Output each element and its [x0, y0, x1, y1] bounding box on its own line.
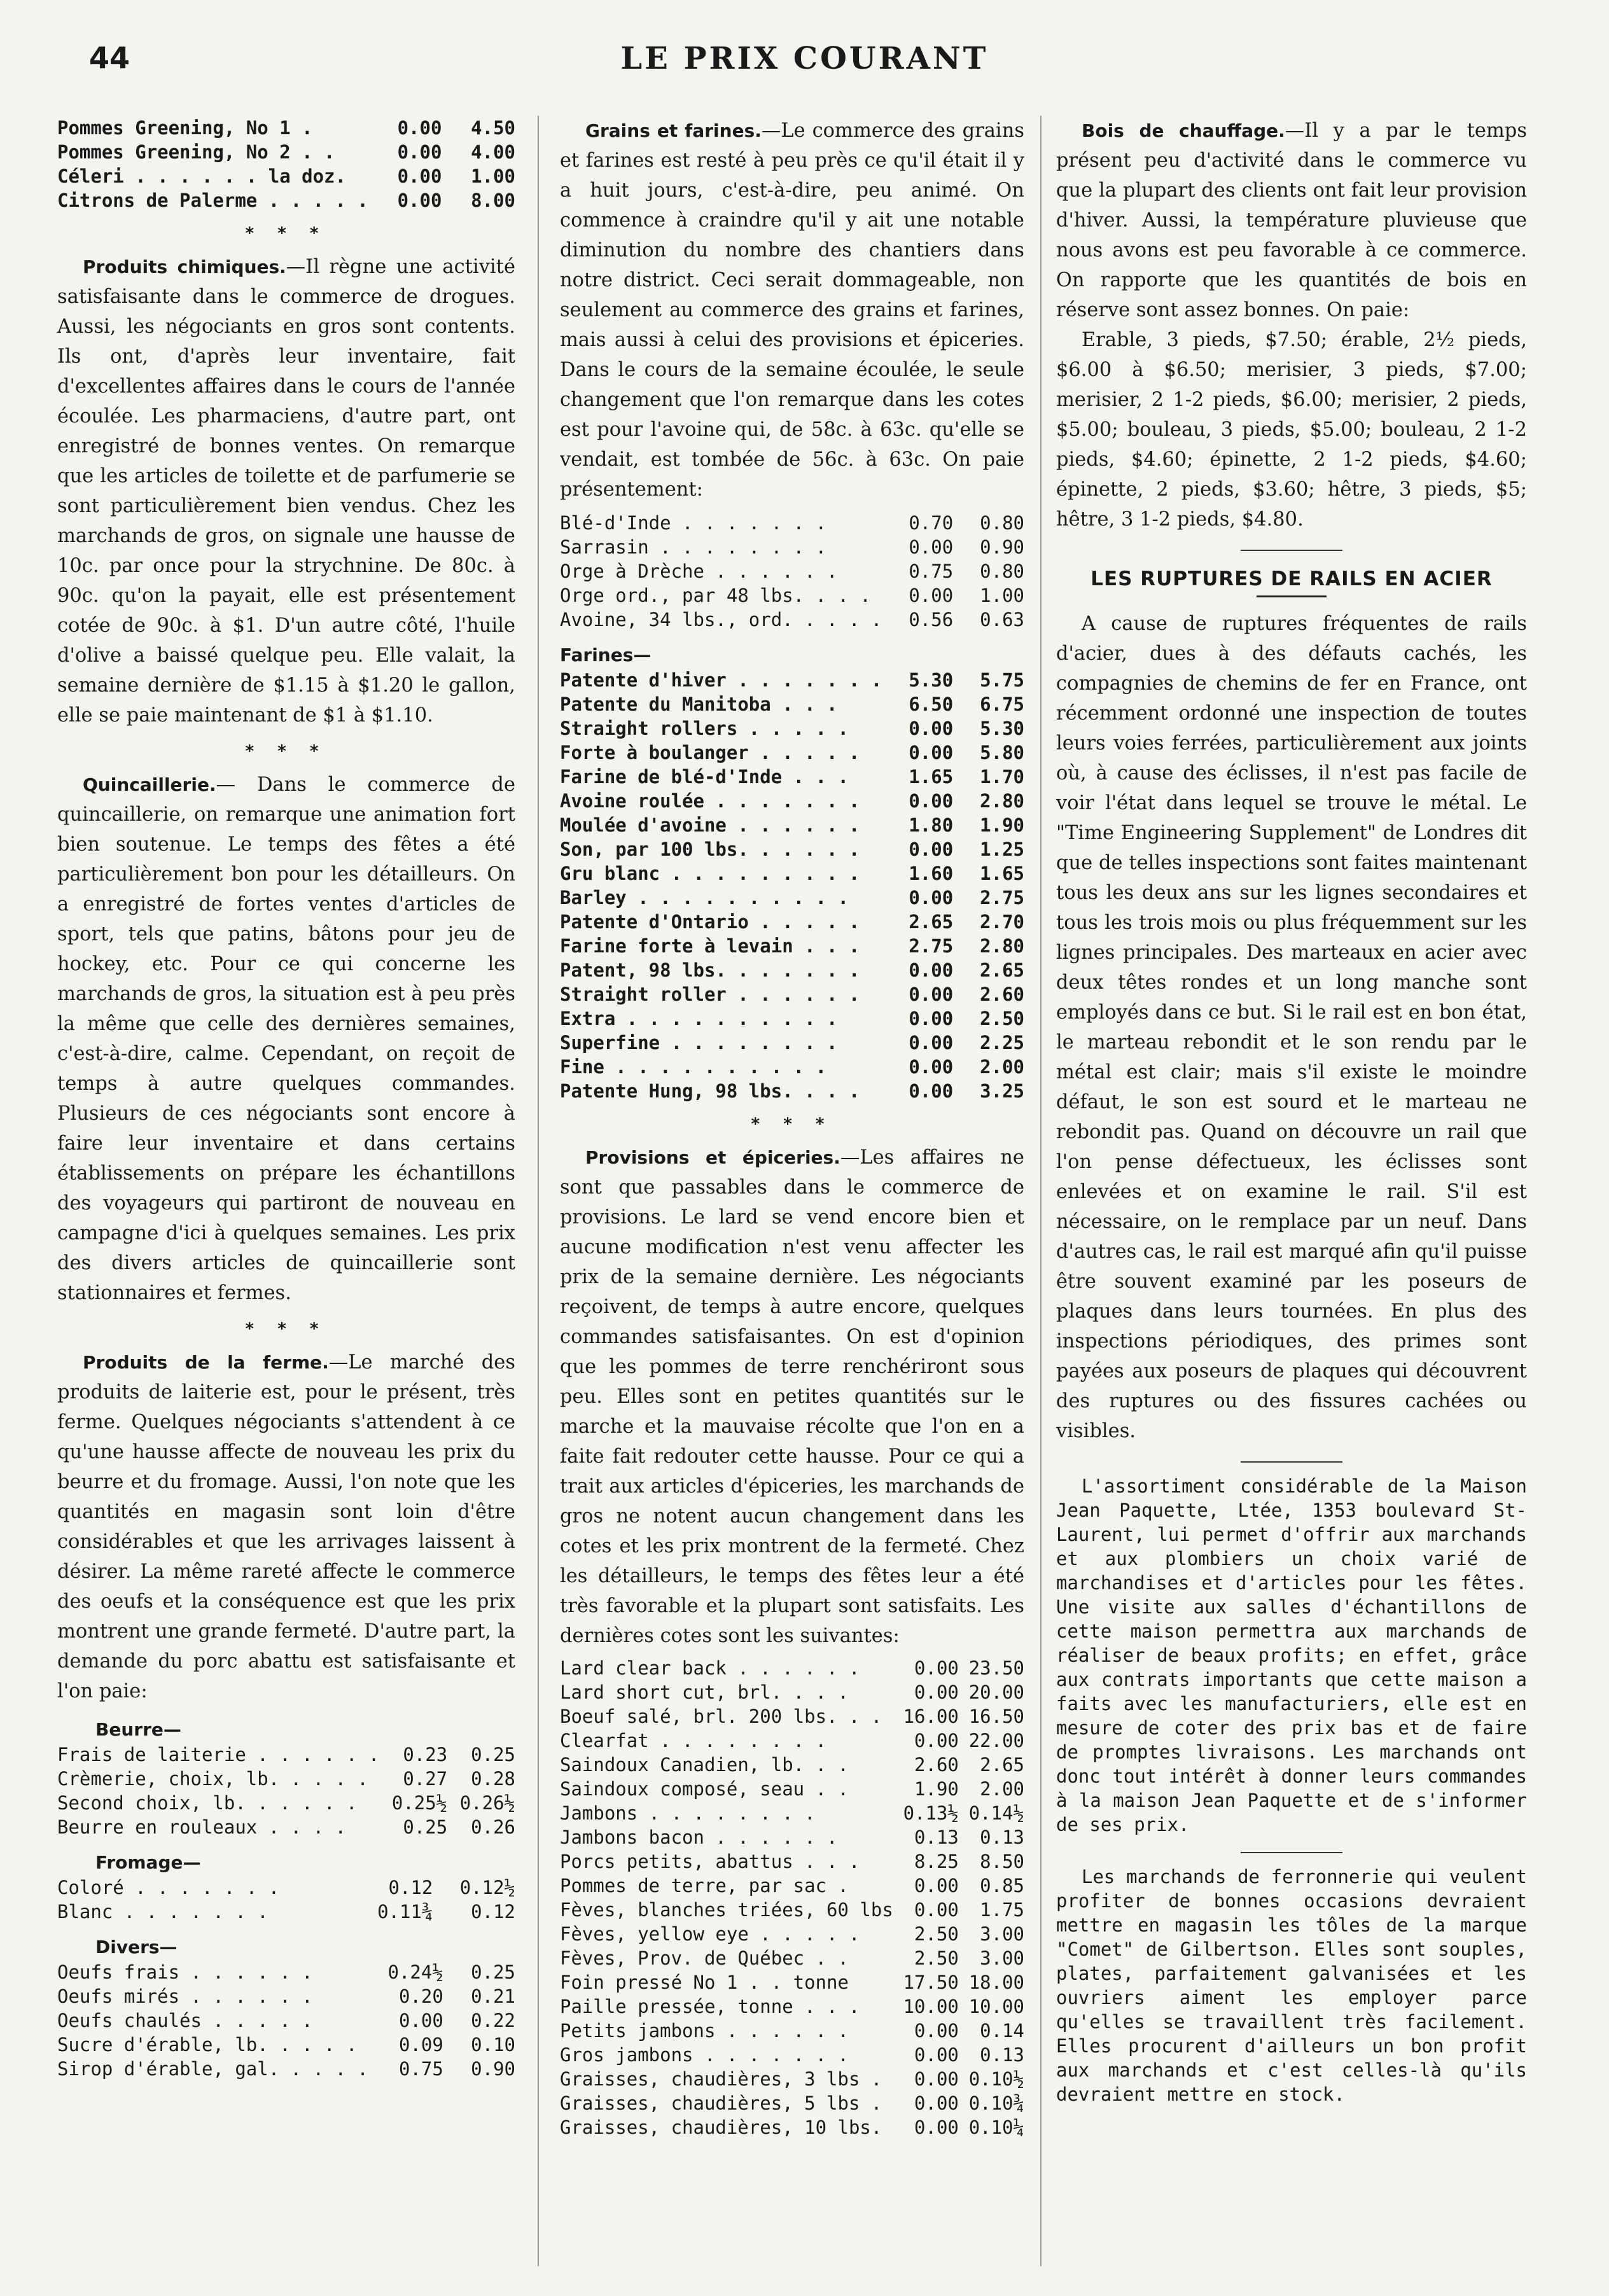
- item-name: Pommes Greening, No 2 . .: [57, 141, 335, 163]
- price-low: 0.25: [403, 1816, 448, 1838]
- quincaillerie-article: [57, 770, 515, 1308]
- fromage-price-rows: [57, 1875, 515, 1924]
- price-row: [560, 1946, 1024, 1970]
- price-row: [57, 116, 515, 140]
- price-low: 2.75: [909, 935, 954, 957]
- item-name: Jambons bacon . . . . . .: [560, 1826, 838, 1848]
- item-name: Extra . . . . . . . . . .: [560, 1008, 838, 1029]
- price-high: 0.63: [980, 609, 1024, 630]
- journal-title: LE PRIX COURANT: [620, 41, 989, 76]
- price-high: 0.10¼: [968, 2117, 1024, 2138]
- price-high: 0.25: [471, 1744, 515, 1765]
- price-low: 0.00: [914, 1875, 959, 1896]
- price-row: [560, 837, 1024, 861]
- price-high: 22.00: [968, 1730, 1024, 1751]
- fromage-subheading: Fromage—: [95, 1852, 201, 1873]
- price-high: 2.65: [980, 959, 1024, 981]
- price-high: 0.26: [471, 1816, 515, 1838]
- price-high: 0.14: [980, 2020, 1024, 2042]
- price-low: 0.27: [403, 1768, 448, 1790]
- price-low: 0.00: [909, 1032, 954, 1054]
- price-low: 16.00: [903, 1706, 959, 1727]
- item-name: Boeuf salé, brl. 200 lbs. . .: [560, 1706, 882, 1727]
- price-high: 1.75: [980, 1899, 1024, 1921]
- item-name: Porcs petits, abattus . . .: [560, 1851, 860, 1872]
- price-low: 0.00: [397, 190, 442, 211]
- price-row: [560, 1680, 1024, 1704]
- price-row: [560, 1825, 1024, 1849]
- price-low: 0.00: [914, 2068, 959, 2090]
- item-name: Son, par 100 lbs. . . . . .: [560, 838, 860, 860]
- price-low: 0.13: [914, 1826, 959, 1848]
- item-name: Saindoux composé, seau . .: [560, 1778, 849, 1800]
- price-high: 5.75: [980, 669, 1024, 691]
- item-name: Pommes Greening, No 1 .: [57, 117, 313, 139]
- item-name: Blé-d'Inde . . . . . . .: [560, 512, 827, 534]
- price-low: 0.13½: [903, 1802, 959, 1824]
- item-name: Second choix, lb. . . . . .: [57, 1792, 358, 1814]
- price-low: 0.75: [909, 560, 954, 582]
- price-high: 18.00: [968, 1972, 1024, 1993]
- provisions-article: [560, 1143, 1024, 1651]
- price-row: [560, 1656, 1024, 1680]
- item-name: Lard short cut, brl. . . .: [560, 1681, 849, 1703]
- price-row: [560, 1704, 1024, 1729]
- price-high: 3.00: [980, 1923, 1024, 1945]
- farines-subheading: Farines—: [560, 644, 651, 665]
- price-high: 0.13: [980, 1826, 1024, 1848]
- item-name: Patente d'hiver . . . . . . .: [560, 669, 882, 691]
- item-name: Saindoux Canadien, lb. . .: [560, 1754, 849, 1776]
- paquette-notice: L'assortiment considérable de la Maison Jean Paquette, Ltée, 1353 boulevard St-Laurent, lui permet d'offrir aux marchands et aux plombiers un choix varié de marchandises et d'articles pour les fêtes. Une visite aux salles d'échantillons de cette maison permettra aux marchands de réaliser de beaux profits; en effet, grâce aux contrats importants que cette maison a faits avec les manufacturiers, elle est en mesure de coter des prix bas et de faire de promptes livraisons. Les marchands ont donc tout intérêt à donner leurs commandes à la maison Jean Paquette et de s'informer de ses prix.: [1056, 1475, 1527, 1835]
- ferme-text: —Le marché des produits de laiterie est, pour le présent, très ferme. Quelques négociants s'attendent à ce qu'une hausse affecte de nouveau les prix du beurre et du fromage. Aussi, l'on note que les quantités en magasin sont loin d'être considérables et que les arrivages laissent à désirer. La même rareté affecte le commerce des oeufs et la conséquence est que les prix montrent une grande fermeté. D'autre part, la demande du porc abattu est satisfaisante et l'on paie:: [57, 1351, 515, 1702]
- price-low: 0.00: [398, 2010, 443, 2031]
- price-high: 8.00: [471, 190, 515, 211]
- price-row: [560, 2115, 1024, 2139]
- chimiques-text: —Il règne une activité satisfaisante dans le commerce de drogues. Aussi, les négociants en gros sont contents. Ils ont, d'après leur inventaire, fait d'excellentes affaires dans le cours de l'année écoulée. Les pharmaciens, d'autre part, ont enregistré de bonnes ventes. On remarque que les articles de toilette et de parfumerie se sont particulièrement bien vendus. Chez les marchands de gros, on signale une hausse de 10c. par once pour la strychnine. De 80c. à 90c. qu'on la payait, elle est présentement cotée de 90c. à $1. D'un autre côté, l'huile d'olive a baissé quelque peu. Elle valait, la semaine dernière de $1.15 à $1.20 le gallon, elle se paie maintenant de $1 à $1.10.: [57, 256, 515, 727]
- price-low: 0.23: [403, 1744, 448, 1765]
- chimiques-heading: Produits chimiques.: [83, 256, 286, 277]
- item-name: Céleri . . . . . . la doz.: [57, 165, 346, 187]
- bois-article: [1056, 116, 1527, 325]
- price-row: [57, 1875, 515, 1900]
- item-name: Crèmerie, choix, lb. . . . .: [57, 1768, 368, 1790]
- price-row: [57, 164, 515, 188]
- price-row: [560, 559, 1024, 583]
- price-row: [560, 2091, 1024, 2115]
- price-low: 0.00: [397, 117, 442, 139]
- price-low: 0.00: [909, 984, 954, 1005]
- price-low: 0.00: [909, 536, 954, 558]
- item-name: Patente d'Ontario . . . . .: [560, 911, 860, 933]
- item-name: Gru blanc . . . . . . . . .: [560, 863, 860, 884]
- short-divider: [1241, 1852, 1342, 1853]
- price-row: [560, 910, 1024, 934]
- item-name: Farine de blé-d'Inde . . .: [560, 766, 849, 788]
- price-high: 23.50: [968, 1657, 1024, 1679]
- item-name: Pommes de terre, par sac .: [560, 1875, 849, 1896]
- item-name: Paille pressée, tonne . . .: [560, 1996, 860, 2017]
- bois-heading: Bois de chauffage.: [1082, 120, 1285, 141]
- ferme-article: [57, 1347, 515, 1706]
- item-name: Sarrasin . . . . . . . .: [560, 536, 827, 558]
- price-low: 0.70: [909, 512, 954, 534]
- price-low: 10.00: [903, 1996, 959, 2017]
- item-name: Fine . . . . . . . . . .: [560, 1056, 827, 1078]
- grains-price-rows: [560, 511, 1024, 632]
- price-high: 16.50: [968, 1706, 1024, 1727]
- price-row: [560, 1898, 1024, 1922]
- price-high: 0.80: [980, 512, 1024, 534]
- item-name: Oeufs mirés . . . . . .: [57, 1986, 313, 2007]
- price-high: 2.25: [980, 1032, 1024, 1054]
- price-row: [57, 1815, 515, 1839]
- price-low: 0.75: [398, 2058, 443, 2080]
- price-low: 0.00: [909, 718, 954, 739]
- price-high: 6.75: [980, 693, 1024, 715]
- price-high: 0.22: [471, 2010, 515, 2031]
- price-row: [57, 1743, 515, 1767]
- item-name: Graisses, chaudières, 5 lbs .: [560, 2092, 882, 2114]
- price-high: 0.26½: [459, 1792, 515, 1814]
- price-high: 1.00: [471, 165, 515, 187]
- ruptures-title: LES RUPTURES DE RAILS EN ACIER: [1090, 567, 1493, 590]
- price-low: 0.11¾: [377, 1901, 433, 1923]
- price-high: 2.00: [980, 1778, 1024, 1800]
- price-high: 2.80: [980, 790, 1024, 812]
- price-low: 0.00: [914, 1681, 959, 1703]
- price-low: 0.00: [914, 2020, 959, 2042]
- price-row: [57, 1767, 515, 1791]
- provisions-price-table: [560, 1656, 1024, 2139]
- section-separator: * * *: [751, 1115, 833, 1134]
- divers-price-rows: [57, 1960, 515, 2081]
- item-name: Orge ord., par 48 lbs. . . .: [560, 585, 871, 606]
- fruit-price-table: [57, 116, 515, 212]
- price-low: 0.00: [914, 2117, 959, 2138]
- price-high: 20.00: [968, 1681, 1024, 1703]
- price-row: [57, 2057, 515, 2081]
- item-name: Avoine roulée . . . . . . .: [560, 790, 860, 812]
- quincaillerie-text: — Dans le commerce de quincaillerie, on remarque une animation fort bien soutenue. Le temps des fêtes a été particulièrement bon pour les détailleurs. On a enregistré de fortes ventes d'articles de sport, tels que patins, bâtons pour jeu de hockey, etc. Pour ce qui concerne les marchands de gros, la situation est à peu près la même que celle des dernières semaines, c'est-à-dire, calme. Cependant, on reçoit de temps à autre quelques commandes. Plusieurs de ces négociants sont encore à faire leur inventaire et dans certains établissements on prépare les échantillons des voyageurs qui partiront de nouveau en campagne d'ici à quelques semaines. Les prix des divers articles de quincaillerie sont stationnaires et fermes.: [57, 774, 515, 1304]
- price-row: [560, 2067, 1024, 2091]
- item-name: Moulée d'avoine . . . . . .: [560, 814, 860, 836]
- price-low: 1.60: [909, 863, 954, 884]
- quincaillerie-heading: Quincaillerie.: [83, 774, 216, 795]
- price-row: [560, 1994, 1024, 2019]
- price-high: 2.50: [980, 1008, 1024, 1029]
- item-name: Lard clear back . . . . . .: [560, 1657, 860, 1679]
- price-high: 0.10: [471, 2034, 515, 2056]
- item-name: Patente Hung, 98 lbs. . . .: [560, 1080, 860, 1102]
- price-row: [560, 1922, 1024, 1946]
- item-name: Fèves, Prov. de Québec . .: [560, 1947, 849, 1969]
- price-row: [57, 1791, 515, 1815]
- price-high: 1.00: [980, 585, 1024, 606]
- price-high: 0.13: [980, 2044, 1024, 2066]
- provisions-heading: Provisions et épiceries.: [585, 1147, 840, 1168]
- price-low: 0.12: [388, 1877, 433, 1898]
- grains-text: —Le commerce des grains et farines est resté à peu près ce qu'il était il y a huit jours, c'est-à-dire, peu animé. On commence à craindre qu'il y ait une notable diminution du nombre des chantiers dans notre district. Ceci serait dommageable, non seulement au commerce des grains et farines, mais aussi à celui des provisions et épiceries. Dans le cours de la semaine écoulée, le seule changement que l'on remarque dans les cotes est pour l'avoine qui, de 58c. à 63c. qu'elle se vendait, est tombée de 56c. à 63c. On paie présentement:: [560, 120, 1024, 501]
- item-name: Foin pressé No 1 . . tonne: [560, 1972, 849, 1993]
- price-high: 0.21: [471, 1986, 515, 2007]
- section-separator: * * *: [245, 1319, 328, 1339]
- item-name: Citrons de Palerme . . . . .: [57, 190, 368, 211]
- price-high: 2.75: [980, 887, 1024, 908]
- price-low: 0.00: [909, 790, 954, 812]
- price-row: [560, 982, 1024, 1006]
- item-name: Straight roller . . . . . .: [560, 984, 860, 1005]
- bois-text: —Il y a par le temps présent peu d'activité dans le commerce vu que la plupart des clients ont fait leur provision d'hiver. Aussi, la température pluvieuse que nous avons est peu favorable à ce commerce. On rapporte que les quantités de bois en réserve sont assez bonnes. On paie:: [1056, 120, 1527, 321]
- title-underline: [1257, 595, 1327, 597]
- price-row: [57, 1900, 515, 1924]
- provisions-text: —Les affaires ne sont que passables dans le commerce de provisions. Le lard se vend encore bien et aucune modification n'est venu affecter les prix de la semaine dernière. Les négociants reçoivent, de temps à autre encore, quelques commandes satisfaisantes. On est d'opinion que les pommes de terre renchériront sous peu. Elles sont en petites quantités sur le marche et la mauvaise récolte que l'on en a faite fait redouter cette hausse. Pour ce qui a trait aux articles d'épiceries, les marchands de gros ne notent aucun changement dans les cotes et les prix montrent de la fermeté. Chez les détailleurs, le temps des fêtes leur a été très favorable et la plupart sont satisfaits. Les dernières cotes sont les suivantes:: [560, 1146, 1024, 1647]
- price-high: 10.00: [968, 1996, 1024, 2017]
- price-row: [560, 1006, 1024, 1031]
- price-row: [560, 934, 1024, 958]
- price-row: [560, 813, 1024, 837]
- section-separator: * * *: [245, 224, 328, 243]
- price-row: [560, 1031, 1024, 1055]
- price-row: [560, 608, 1024, 632]
- price-high: 0.14½: [968, 1802, 1024, 1824]
- price-row: [560, 861, 1024, 886]
- price-high: 0.10½: [968, 2068, 1024, 2090]
- price-low: 6.50: [909, 693, 954, 715]
- price-low: 0.00: [914, 2044, 959, 2066]
- item-name: Clearfat . . . . . . . .: [560, 1730, 827, 1751]
- price-row: [560, 511, 1024, 535]
- price-low: 0.56: [909, 609, 954, 630]
- price-low: 0.00: [909, 1056, 954, 1078]
- price-high: 0.80: [980, 560, 1024, 582]
- beurre-price-table: [57, 1743, 515, 1839]
- item-name: Superfine . . . . . . . .: [560, 1032, 838, 1054]
- item-name: Graisses, chaudières, 10 lbs.: [560, 2117, 882, 2138]
- price-low: 1.65: [909, 766, 954, 788]
- price-low: 8.25: [914, 1851, 959, 1872]
- item-name: Sucre d'érable, lb. . . . .: [57, 2034, 358, 2056]
- column-2: [560, 116, 1024, 2139]
- item-name: Frais de laiterie . . . . . .: [57, 1744, 380, 1765]
- item-name: Graisses, chaudières, 3 lbs .: [560, 2068, 882, 2090]
- price-high: 0.90: [980, 536, 1024, 558]
- price-low: 2.50: [914, 1923, 959, 1945]
- price-high: 3.00: [980, 1947, 1024, 1969]
- price-high: 0.85: [980, 1875, 1024, 1896]
- short-divider: [1241, 1461, 1342, 1463]
- page-number: 44: [89, 41, 130, 75]
- price-row: [560, 2019, 1024, 2043]
- price-low: 0.00: [909, 585, 954, 606]
- price-row: [57, 2033, 515, 2057]
- price-low: 0.00: [909, 838, 954, 860]
- price-row: [560, 958, 1024, 982]
- price-high: 2.80: [980, 935, 1024, 957]
- item-name: Petits jambons . . . . . .: [560, 2020, 849, 2042]
- item-name: Oeufs chaulés . . . . .: [57, 2010, 313, 2031]
- item-name: Farine forte à levain . . .: [560, 935, 860, 957]
- farines-price-rows: [560, 668, 1024, 1103]
- price-low: 1.80: [909, 814, 954, 836]
- price-row: [560, 1874, 1024, 1898]
- price-low: 0.00: [909, 887, 954, 908]
- grains-article: [560, 116, 1024, 504]
- price-low: 0.00: [909, 1080, 954, 1102]
- price-high: 1.25: [980, 838, 1024, 860]
- ferme-heading: Produits de la ferme.: [83, 1352, 329, 1373]
- fromage-price-table: [57, 1875, 515, 1924]
- price-high: 4.00: [471, 141, 515, 163]
- price-low: 0.00: [909, 1008, 954, 1029]
- price-low: 2.50: [914, 1947, 959, 1969]
- price-low: 0.00: [914, 1657, 959, 1679]
- price-low: 0.09: [398, 2034, 443, 2056]
- item-name: Orge à Drèche . . . . . .: [560, 560, 838, 582]
- price-row: [57, 1984, 515, 2008]
- price-low: 0.00: [914, 1899, 959, 1921]
- price-row: [560, 1055, 1024, 1079]
- price-row: [560, 716, 1024, 741]
- item-name: Patente du Manitoba . . .: [560, 693, 838, 715]
- price-high: 5.80: [980, 742, 1024, 763]
- price-low: 0.25½: [391, 1792, 448, 1814]
- price-high: 2.60: [980, 984, 1024, 1005]
- price-low: 0.20: [398, 1986, 443, 2007]
- price-high: 5.30: [980, 718, 1024, 739]
- item-name: Avoine, 34 lbs., ord. . . . .: [560, 609, 882, 630]
- price-row: [57, 188, 515, 212]
- price-low: 1.90: [914, 1778, 959, 1800]
- divers-price-table: [57, 1960, 515, 2081]
- column-3: [1056, 116, 1527, 2106]
- fruit-price-rows: [57, 116, 515, 212]
- price-low: 17.50: [903, 1972, 959, 1993]
- price-row: [560, 765, 1024, 789]
- farines-price-table: [560, 668, 1024, 1103]
- price-row: [560, 886, 1024, 910]
- price-row: [560, 1801, 1024, 1825]
- price-row: [560, 692, 1024, 716]
- price-low: 0.00: [909, 742, 954, 763]
- price-row: [560, 741, 1024, 765]
- price-row: [560, 668, 1024, 692]
- item-name: Patent, 98 lbs. . . . . . .: [560, 959, 860, 981]
- price-row: [560, 1729, 1024, 1753]
- price-low: 0.00: [909, 959, 954, 981]
- grains-heading: Grains et farines.: [585, 120, 762, 141]
- chimiques-article: [57, 252, 515, 730]
- item-name: Gros jambons . . . . . . .: [560, 2044, 849, 2066]
- price-low: 5.30: [909, 669, 954, 691]
- price-row: [57, 1960, 515, 1984]
- price-row: [560, 1079, 1024, 1103]
- price-row: [560, 583, 1024, 608]
- section-separator: * * *: [245, 742, 328, 761]
- price-high: 4.50: [471, 117, 515, 139]
- price-low: 0.24½: [387, 1961, 443, 1983]
- price-low: 2.60: [914, 1754, 959, 1776]
- page-header: [0, 41, 1609, 85]
- price-row: [57, 2008, 515, 2033]
- price-high: 1.70: [980, 766, 1024, 788]
- bois-prices: Erable, 3 pieds, $7.50; érable, 2½ pieds, $6.00 à $6.50; merisier, 3 pieds, $7.00; merisier, 2 1-2 pieds, $6.00; merisier, 2 pieds, $5.00; bouleau, 3 pieds, $5.00; bouleau, 2 1-2 pieds, $4.60; épinette, 2 1-2 pieds, $4.60; épinette, 2 pieds, $3.60; hêtre, 3 pieds, $5; hêtre, 3 1-2 pieds, $4.80.: [1056, 329, 1527, 531]
- column-1: [57, 116, 515, 2081]
- price-low: 0.00: [397, 141, 442, 163]
- price-high: 0.25: [471, 1961, 515, 1983]
- item-name: Forte à boulanger . . . . .: [560, 742, 860, 763]
- item-name: Fèves, blanches triées, 60 lbs: [560, 1899, 893, 1921]
- price-high: 2.00: [980, 1056, 1024, 1078]
- price-low: 2.65: [909, 911, 954, 933]
- price-high: 1.65: [980, 863, 1024, 884]
- price-low: 0.00: [397, 165, 442, 187]
- price-high: 1.90: [980, 814, 1024, 836]
- price-high: 3.25: [980, 1080, 1024, 1102]
- item-name: Sirop d'érable, gal. . . . .: [57, 2058, 368, 2080]
- price-high: 0.90: [471, 2058, 515, 2080]
- column-divider: [538, 116, 539, 2266]
- divers-subheading: Divers—: [95, 1937, 178, 1958]
- grains-price-table: [560, 511, 1024, 632]
- price-row: [560, 1777, 1024, 1801]
- short-divider: [1241, 550, 1342, 551]
- price-row: [560, 2043, 1024, 2067]
- item-name: Oeufs frais . . . . . .: [57, 1961, 313, 1983]
- comet-notice: Les marchands de ferronnerie qui veulent profiter de bonnes occasions devraient mettre en magasin les tôles de la marque "Comet" de Gilbertson. Elles sont souples, plates, parfaitement galvanisées et les ouvriers aiment les employer parce qu'elles se travaillent très facilement. Elles procurent d'ailleurs un bon profit aux marchands et c'est celles-là qu'ils devraient mettre en stock.: [1056, 1866, 1527, 2105]
- column-divider: [1040, 116, 1041, 2266]
- item-name: Jambons . . . . . . . .: [560, 1802, 816, 1824]
- price-row: [57, 140, 515, 164]
- beurre-price-rows: [57, 1743, 515, 1839]
- price-high: 2.70: [980, 911, 1024, 933]
- item-name: Fèves, yellow eye . . . . .: [560, 1923, 860, 1945]
- price-high: 0.28: [471, 1768, 515, 1790]
- price-row: [560, 535, 1024, 559]
- item-name: Barley . . . . . . . . . .: [560, 887, 849, 908]
- item-name: Straight rollers . . . . .: [560, 718, 849, 739]
- price-high: 8.50: [980, 1851, 1024, 1872]
- item-name: Blanc . . . . . . .: [57, 1901, 268, 1923]
- price-row: [560, 1849, 1024, 1874]
- price-row: [560, 789, 1024, 813]
- price-high: 0.12½: [459, 1877, 515, 1898]
- price-high: 0.10¾: [968, 2092, 1024, 2114]
- price-row: [560, 1970, 1024, 1994]
- item-name: Coloré . . . . . . .: [57, 1877, 280, 1898]
- price-low: 0.00: [914, 1730, 959, 1751]
- price-low: 0.00: [914, 2092, 959, 2114]
- price-high: 2.65: [980, 1754, 1024, 1776]
- ruptures-text: A cause de ruptures fréquentes de rails d'acier, dues à des défauts cachés, les compagnies de chemins de fer en France, ont récemment ordonné une inspection de toutes leurs voies ferrées, particulièrement aux joints où, à cause des éclisses, il n'est pas facile de voir l'état dans lequel se trouve le métal. Le "Time Engineering Supplement" de Londres dit que de telles inspections sont faites maintenant tous les deux ans sur les lignes secondaires et tous les trois mois ou plus fréquemment sur les lignes principales. Des marteaux en acier avec deux têtes rondes et un long manche sont employés dans ce but. Si le rail est en bon état, le marteau rebondit et le son rendu par le métal est clair; mais s'il existe le moindre défaut, le son est sourd et le marteau ne rebondit pas. Quand on découvre un rail que l'on pense défectueux, les éclisses sont enlevées et on examine le rail. S'il est nécessaire, on le remplace par un neuf. Dans d'autres cas, le rail est marqué afin qu'il puisse être souvent examiné par les poseurs de plaques dans leurs tournées. En plus des inspections périodiques, des primes sont payées aux poseurs de plaques qui découvrent des ruptures ou des fissures cachées ou visibles.: [1056, 613, 1527, 1442]
- price-row: [560, 1753, 1024, 1777]
- item-name: Beurre en rouleaux . . . .: [57, 1816, 346, 1838]
- beurre-subheading: Beurre—: [95, 1719, 181, 1740]
- provisions-price-rows: [560, 1656, 1024, 2139]
- price-high: 0.12: [471, 1901, 515, 1923]
